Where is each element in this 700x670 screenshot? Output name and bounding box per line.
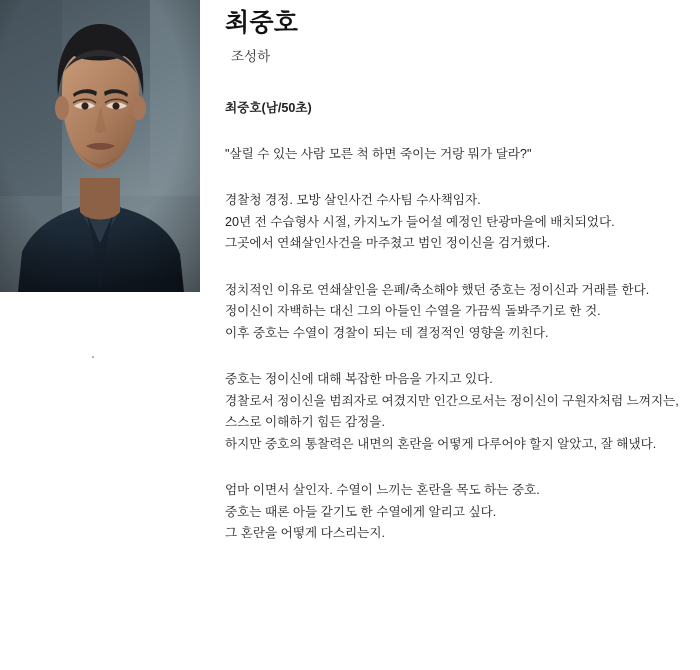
portrait-illustration <box>0 0 200 292</box>
paragraph-line: 이후 중호는 수열이 경찰이 되는 데 결정적인 영향을 끼친다. <box>225 325 549 340</box>
paragraph-line: 그 혼란을 어떻게 다스리는지. <box>225 526 385 541</box>
paragraph-line: 스스로 이해하기 힘든 감정을. <box>225 415 385 430</box>
character-quote: "살릴 수 있는 사람 모른 척 하면 죽이는 거랑 뭐가 달라?" <box>225 146 532 161</box>
paragraph-line: 하지만 중호의 통찰력은 내면의 혼란을 어떻게 다루어야 할지 알았고, 잘 해냈다. <box>225 436 657 451</box>
paragraph-line: 정이신이 자백하는 대신 그의 아들인 수열을 가끔씩 돌봐주기로 한 것. <box>225 304 601 319</box>
paragraph-line: 경찰로서 정이신을 범죄자로 여겼지만 인간으로서는 정이신이 구원자처럼 느껴지는, <box>225 393 679 408</box>
character-portrait <box>0 0 200 292</box>
paragraph-line: 중호는 정이신에 대해 복잡한 마음을 가지고 있다. <box>225 372 493 387</box>
paragraph-line: 정치적인 이유로 연쇄살인을 은폐/축소해야 했던 중호는 정이신과 거래를 한다. <box>225 282 650 297</box>
paragraph-2 <box>225 280 695 345</box>
stray-dot <box>92 356 94 358</box>
character-headline: 최중호(남/50초) <box>225 101 312 116</box>
paragraph-line: 경찰청 경정. 모방 살인사건 수사팀 수사책임자. <box>225 193 481 208</box>
paragraph-3 <box>225 369 695 455</box>
paragraph-line: 그곳에서 연쇄살인사건을 마주쳤고 범인 정이신을 검거했다. <box>225 236 551 251</box>
profile-text-column <box>225 0 695 545</box>
paragraph-line: 20년 전 수습형사 시절, 카지노가 들어설 예정인 탄광마을에 배치되었다. <box>225 214 615 229</box>
paragraph-4 <box>225 480 695 545</box>
character-name: 최중호 <box>225 9 299 37</box>
actor-name: 조성하 <box>231 49 271 65</box>
paragraph-1 <box>225 190 695 255</box>
paragraph-line: 중호는 때론 아들 같기도 한 수열에게 알리고 싶다. <box>225 504 497 519</box>
paragraph-line: 엄마 이면서 살인자. 수열이 느끼는 혼란을 목도 하는 중호. <box>225 483 540 498</box>
